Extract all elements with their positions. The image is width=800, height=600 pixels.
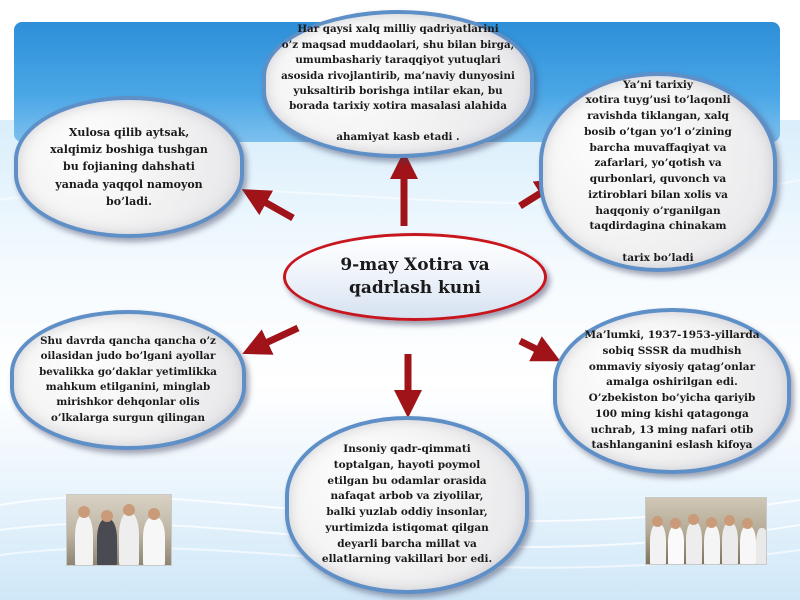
arrow-up-left [254, 196, 293, 218]
bubble-bottom-right [553, 308, 791, 474]
group-photo-left [66, 494, 172, 566]
bubble-top-left [14, 96, 244, 238]
bubble-top-left-text: Xulosa qilib aytsak, xalqimiz boshiga tushgan bu fojianing dahshati yanada yaqqol namoyon bo’ladi. [50, 126, 208, 208]
bubble-top-text: Har qaysi xalq milliy qadriyatlarini o’z maqsad muddaolari, shu bilan birga, umumbashariy taraqqiyot yutuqlari asosida rivojlantirib, ma’naviy dunyosini yuksaltirib borishga intilar ekan, bu borada tarixiy xotira masalasi alahida ahamiyat kasb etadi . [281, 23, 515, 144]
central-title-node [283, 233, 547, 321]
bubble-bottom-text: Insoniy qadr-qimmati toptalgan, hayoti poymol etilgan bu odamlar orasida nafaqat arbob va ziyolilar, balki yuzlab oddiy insonlar, yurtimizda istiqomat qilgan deyarli barcha millat va ellatlarning vakillari bor edi. [321, 443, 493, 566]
group-photo-right [645, 497, 767, 565]
bubble-bottom [285, 416, 529, 594]
arrow-down-left [255, 328, 298, 348]
bubble-top-right-text: Ya’ni tarixiy xotira tuyg’usi to’laqonli ravishda tiklangan, xalq bosib o’tgan yo’l o’zining barcha muvaffaqiyat va zafarlari, yo’qotish va qurbonlari, quvonch va iztiroblari bilan xolis va haqqoniy o’rganilgan taqdirdagina chinakam tarix bo’ladi [584, 78, 732, 264]
bubble-top-right [539, 72, 777, 272]
bubble-bottom-right-text: Ma’lumki, 1937-1953-yillarda sobiq SSSR da mudhish ommaviy siyosiy qatag’onlar amalga oshirilgan edi. O’zbekiston bo’yicha qariyib 100 ming kishi qatagonga uchrab, 13 ming nafari otib tashlanganini eslash kifoya [584, 329, 760, 452]
bubble-bottom-left-text: Shu davrda qancha qancha o’z oilasidan judo bo’lgani ayollar bevalikka go’daklar yetimlikka mahkum etilganini, minglab mirishkor dehqonlar olis o’lkalarga surgun qilingan [39, 334, 217, 424]
bubble-top [262, 10, 534, 158]
arrow-down-right [520, 341, 548, 355]
bubble-bottom-left [10, 310, 246, 450]
central-title: 9-may Xotira va qadrlash kuni [340, 255, 490, 298]
